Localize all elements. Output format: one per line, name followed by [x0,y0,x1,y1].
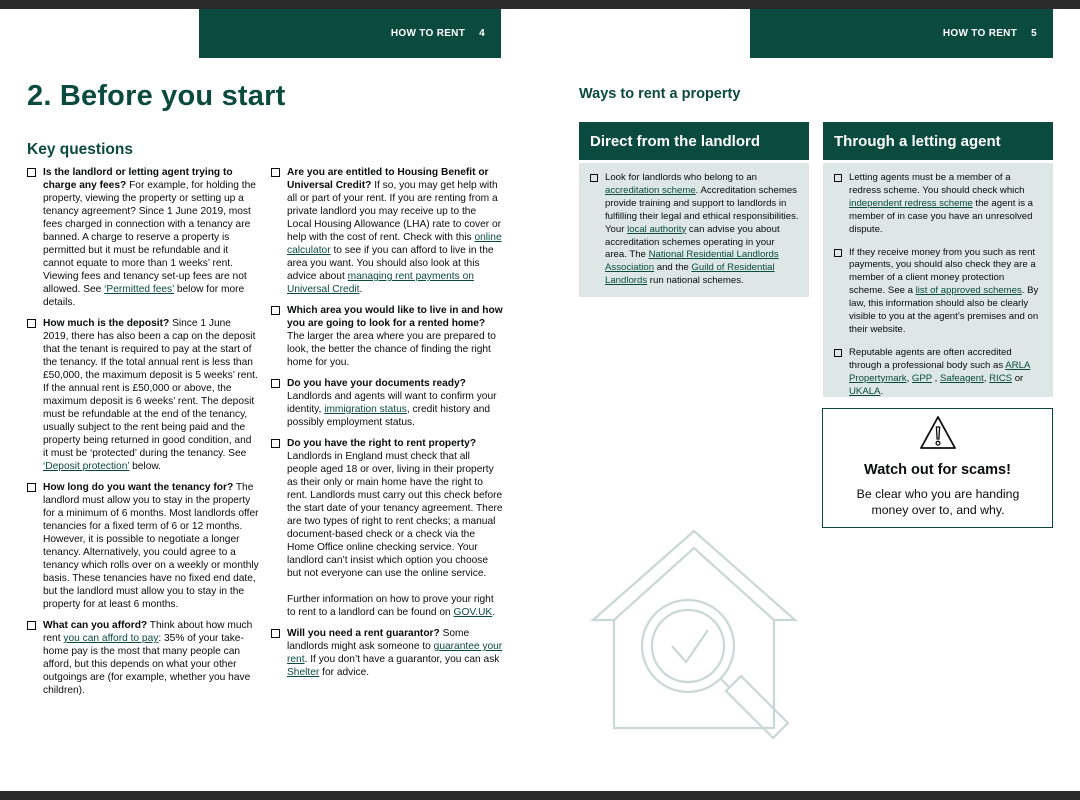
question-housing-benefit [271,166,503,296]
rics-link[interactable]: RICS [989,372,1013,384]
question-heading: Do you have your documents ready? [287,378,466,389]
question-heading: Are you are entitled to Housing Benefit or Universal Credit? [287,167,489,191]
guild-residential-landlords-link[interactable]: Guild of Residential Landlords [605,262,775,287]
list-item [834,347,1043,399]
question-text: Further information on how to prove your right to rent to a landlord can be found on [287,594,494,618]
list-item [590,172,799,288]
item-text: Reputable agents are often accredited through a professional body such as [849,346,1012,371]
question-documents [271,377,503,429]
item-text: and the [654,262,692,274]
questions-column-right [271,166,503,687]
universal-credit-link[interactable]: managing rent payments on Universal Credit [287,271,474,295]
page-number-left: 4 [479,28,485,39]
direct-landlord-header: Direct from the landlord [579,122,809,160]
item-text: Look for landlords who belong to an [605,172,758,183]
checkbox-icon[interactable] [271,306,280,315]
bottom-dark-bar [0,791,1080,800]
question-guarantor [271,627,503,679]
immigration-status-link[interactable]: immigration status [324,404,407,415]
checkbox-icon[interactable] [27,319,36,328]
item-text: , [983,372,990,384]
arla-propertymark-link[interactable]: ARLA Propertymark [849,359,1031,384]
checkbox-icon[interactable] [271,168,280,177]
checkbox-icon[interactable] [27,168,36,177]
page-header-right [750,9,1053,58]
warning-triangle-icon [919,415,957,451]
question-text: Since 1 June 2019, there has also been a cap on the deposit that the tenant is required to pay at the start of the tenancy. If the total annual rent is less than £50,000, the maximum deposit is 5 weeks’ rent. If the annual rent is £50,000 or above, the maximum deposit is 6 weeks’ rent. The deposit must be refundable at the end of the tenancy, usually subject to the rent being paid and the property being returned in good condition, and it must be ‘protected’ during the tenancy. See [43,318,258,459]
online-calculator-link[interactable]: online calculator [287,232,502,256]
question-text: Think about how much rent [43,620,253,644]
question-text: . [492,607,496,618]
question-heading: How long do you want the tenancy for? [43,482,234,493]
approved-schemes-link[interactable]: list of approved schemes [915,285,1022,297]
deposit-protection-link[interactable]: ‘Deposit protection’ [43,461,130,472]
question-text: . [359,284,363,295]
header-label-left: HOW TO RENT [390,28,466,39]
checkbox-icon[interactable] [27,483,36,492]
key-questions-heading: Key questions [27,141,133,158]
letting-agent-header: Through a letting agent [823,122,1053,160]
checkbox-icon[interactable] [271,439,280,448]
afford-to-pay-link[interactable]: you can afford to pay [63,633,159,644]
gov-uk-link[interactable]: GOV.UK [453,607,493,618]
item-text: can advise you about accreditation schemes operating in your area. The [605,223,780,261]
item-text: If they receive money from you such as rent payments, you should also check they are a member of a client money protection scheme. See a [849,246,1036,297]
guarantee-rent-link[interactable]: guarantee your rent [287,641,503,665]
checkbox-icon[interactable] [27,621,36,630]
gpp-link[interactable]: GPP [911,372,933,384]
question-heading: Do you have the right to rent property? [287,438,477,449]
scam-title: Watch out for scams! [864,462,1011,478]
question-afford [27,619,259,697]
question-text: : 35% of your take-home pay is the most that many people can afford, but this depends on what your other outgoings are (for example, whether you have children). [43,633,251,696]
question-fees [27,166,259,309]
question-text: , credit history and possibly employment status. [287,404,491,428]
scam-text: Be clear who you are handing money over to, and why. [856,487,1020,517]
page-header-left [199,9,501,58]
item-text: . By law, this information should also be clearly visible to you at the agent’s premises and on their website. [849,285,1039,335]
question-text: below. [129,461,161,472]
checkbox-icon[interactable] [271,629,280,638]
letting-agent-panel [823,163,1053,397]
item-text: , [932,372,941,384]
ways-to-rent-heading: Ways to rent a property [579,86,741,102]
question-area [271,304,503,369]
question-heading: Is the landlord or letting agent trying to charge any fees? [43,167,233,191]
checkbox-icon[interactable] [271,379,280,388]
header-label-right: HOW TO RENT [942,28,1018,39]
questions-column-left [27,166,259,705]
item-text: or [1012,372,1024,384]
question-heading: What can you afford? [43,620,148,631]
item-text: . [880,385,884,397]
item-text: Letting agents must be a member of a redress scheme. You should check which [849,172,1025,196]
direct-landlord-panel [579,163,809,297]
list-item [834,172,1043,237]
question-text: . If you don’t have a guarantor, you can ask [304,654,500,665]
checkbox-icon[interactable] [834,249,842,257]
item-text: . Accreditation schemes provide training and support to landlords in fulfilling their legal and ethical responsibilities. Your [605,184,799,235]
question-heading: Which area you would like to live in and how you are going to look for a rented home? [287,305,503,329]
question-text: below for more details. [43,284,245,308]
question-heading: Will you need a rent guarantor? [287,628,440,639]
question-text: Landlords in England must check that all people aged 18 or over, living in their property as their only or main home have the right to rent. Landlords must carry out this check before the start date of your tenancy agreement. There are two types of right to rent checks; a manual document-based check or a check via the Home Office online checking service. Your landlord can’t insist which option you choose but not everyone can use the online service. [287,451,503,579]
house-magnifier-illustration [588,528,800,753]
question-tenancy-length [27,481,259,611]
checkbox-icon[interactable] [590,174,598,182]
local-authority-link[interactable]: local authority [627,223,687,235]
accreditation-scheme-link[interactable]: accreditation scheme [605,184,696,196]
question-text: for advice. [319,667,370,678]
checkbox-icon[interactable] [834,349,842,357]
question-text: The landlord must allow you to stay in the property for a minimum of 6 months. Most landlords offer tenancies for a fixed term of 6 or 12 months. However, it is possible to negotiate a longer tenancy. Alternatively, you could agree to a tenancy which rolls over on a weekly or monthly basis. These tenancies have no fixed end date, but the landlord must allow you to stay in the property for at least 6 months. [43,482,259,610]
checkbox-icon[interactable] [834,174,842,182]
right-to-rent-further-info [287,593,503,619]
question-right-to-rent [271,437,503,619]
item-text: the agent is a member of in case you have an unresolved dispute. [849,197,1034,235]
permitted-fees-link[interactable]: ‘Permitted fees’ [104,284,175,295]
safeagent-link[interactable]: Safeagent [940,372,984,384]
question-text: If so, you may get help with all or part of your rent. If you are renting from a private landlord you may receive up to the Local Housing Allowance (LHA) rate to cover or help with the cost of rent. Check with this [287,180,502,243]
item-text: , [906,372,912,384]
question-deposit [27,317,259,473]
question-text: to see if you can afford to live in the area you want. You should also look at this advice about [287,245,494,282]
question-text: For example, for holding the property, viewing the property or setting up a tenancy agreement? Since 1 June 2019, most fees charged in connection with a tenancy are banned. A charge to reserve a property is permitted but it must be refundable and it cannot equate to more than 1 weeks’ rent. Viewing fees and tenancy set-up fees are not allowed. See [43,180,256,295]
item-text: run national schemes. [647,275,744,287]
question-heading: How much is the deposit? [43,318,170,329]
question-text: Some landlords might ask someone to [287,628,470,652]
ukala-link[interactable]: UKALA [849,385,881,397]
question-text: The larger the area where you are prepared to look, the better the chance of finding the right home for you. [287,331,496,368]
page-title: 2. Before you start [27,80,286,112]
scam-warning-box [822,408,1053,528]
shelter-link[interactable]: Shelter [287,667,320,678]
question-text: Landlords and agents will want to confirm your identity, [287,391,497,415]
list-item [834,247,1043,337]
top-dark-bar [0,0,1080,9]
independent-redress-scheme-link[interactable]: independent redress scheme [849,197,973,209]
nrla-link[interactable]: National Residential Landlords Association [605,249,779,274]
page-number-right: 5 [1031,28,1037,39]
